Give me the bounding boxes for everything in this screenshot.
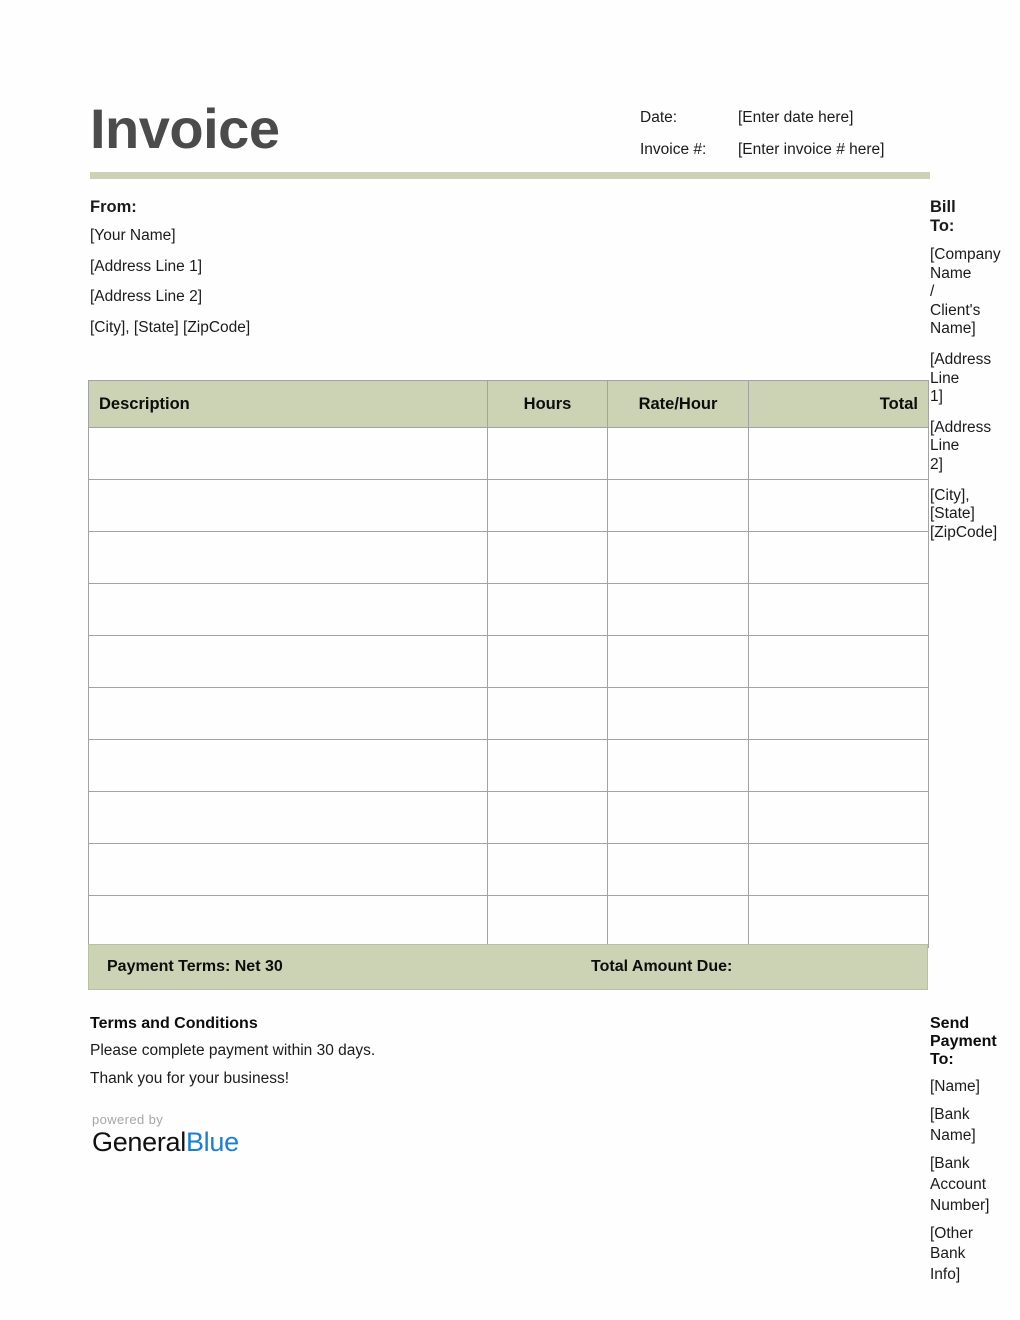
table-row [89, 792, 929, 844]
cell-description[interactable] [89, 688, 488, 740]
cell-description[interactable] [89, 844, 488, 896]
terms-heading: Terms and Conditions [90, 1015, 258, 1032]
cell-rate[interactable] [608, 636, 749, 688]
cell-rate[interactable] [608, 688, 749, 740]
date-field[interactable]: [Enter date here] [738, 109, 854, 126]
date-row [640, 109, 930, 128]
cell-rate[interactable] [608, 896, 749, 948]
cell-description[interactable] [89, 740, 488, 792]
cell-rate[interactable] [608, 480, 749, 532]
cell-total[interactable] [749, 792, 929, 844]
column-header-rate: Rate/Hour [608, 381, 749, 428]
cell-total[interactable] [749, 480, 929, 532]
cell-rate[interactable] [608, 532, 749, 584]
cell-hours[interactable] [488, 740, 608, 792]
cell-hours[interactable] [488, 584, 608, 636]
line-items-table [88, 380, 929, 948]
cell-hours[interactable] [488, 480, 608, 532]
cell-total[interactable] [749, 428, 929, 480]
date-label: Date: [640, 109, 678, 126]
terms-line-2: Thank you for your business! [90, 1069, 290, 1087]
cell-hours[interactable] [488, 636, 608, 688]
brand-blue-text: Blue [185, 1127, 239, 1157]
table-row [89, 896, 929, 948]
cell-hours[interactable] [488, 428, 608, 480]
cell-description[interactable] [89, 636, 488, 688]
from-heading: From: [90, 198, 137, 216]
invoice-header [90, 95, 930, 172]
cell-description[interactable] [89, 792, 488, 844]
cell-total[interactable] [749, 636, 929, 688]
cell-hours[interactable] [488, 688, 608, 740]
cell-hours[interactable] [488, 532, 608, 584]
send-payment-block: Send Payment To: [Name] [Bank Name] [Bank Account Number] [Other Bank Info] [930, 1015, 997, 1284]
invoice-number-row [640, 141, 930, 160]
cell-description[interactable] [89, 428, 488, 480]
generalblue-logo [92, 1112, 239, 1156]
from-line-2[interactable]: [Address Line 1] [90, 257, 203, 275]
cell-hours[interactable] [488, 896, 608, 948]
invoice-number-field[interactable]: [Enter invoice # here] [738, 140, 885, 158]
page-title: Invoice [90, 97, 280, 160]
invoice-meta [640, 95, 930, 172]
table-row [89, 428, 929, 480]
cell-description[interactable] [89, 584, 488, 636]
from-line-4[interactable]: [City], [State] [ZipCode] [90, 318, 251, 336]
cell-total[interactable] [749, 844, 929, 896]
table-header [89, 381, 929, 428]
cell-rate[interactable] [608, 844, 749, 896]
column-header-total: Total [749, 381, 929, 428]
header-divider [90, 172, 930, 179]
table-header-row [89, 381, 929, 428]
from-line-3[interactable]: [Address Line 2] [90, 288, 203, 306]
total-amount-due-label: Total Amount Due: [591, 958, 733, 975]
terms-line-1: Please complete payment within 30 days. [90, 1042, 376, 1059]
brand-name [92, 1128, 239, 1156]
cell-total[interactable] [749, 896, 929, 948]
invoice-number-label: Invoice #: [640, 140, 707, 158]
table-body [89, 428, 929, 948]
cell-description[interactable] [89, 480, 488, 532]
bill-to-block: Bill To: [Company Name / Client's Name] [Address Line 1] [Address Line 2] [City], [State] [ZipCode] [930, 198, 1001, 541]
cell-total[interactable] [749, 740, 929, 792]
totals-bar [88, 944, 928, 990]
table-row [89, 532, 929, 584]
table-row [89, 844, 929, 896]
cell-hours[interactable] [488, 792, 608, 844]
cell-total[interactable] [749, 688, 929, 740]
cell-rate[interactable] [608, 792, 749, 844]
table-row [89, 480, 929, 532]
cell-description[interactable] [89, 532, 488, 584]
cell-rate[interactable] [608, 740, 749, 792]
table-row [89, 740, 929, 792]
cell-total[interactable] [749, 584, 929, 636]
from-line-1[interactable]: [Your Name] [90, 227, 176, 244]
table-row [89, 688, 929, 740]
column-header-hours: Hours [488, 381, 608, 428]
payment-terms-label: Payment Terms: Net 30 [107, 958, 283, 975]
column-header-description: Description [89, 381, 488, 428]
cell-description[interactable] [89, 896, 488, 948]
cell-rate[interactable] [608, 584, 749, 636]
brand-general-text: General [92, 1127, 186, 1157]
cell-rate[interactable] [608, 428, 749, 480]
table-row [89, 584, 929, 636]
table-row [89, 636, 929, 688]
cell-hours[interactable] [488, 844, 608, 896]
cell-total[interactable] [749, 532, 929, 584]
powered-by-label: powered by [92, 1112, 164, 1127]
